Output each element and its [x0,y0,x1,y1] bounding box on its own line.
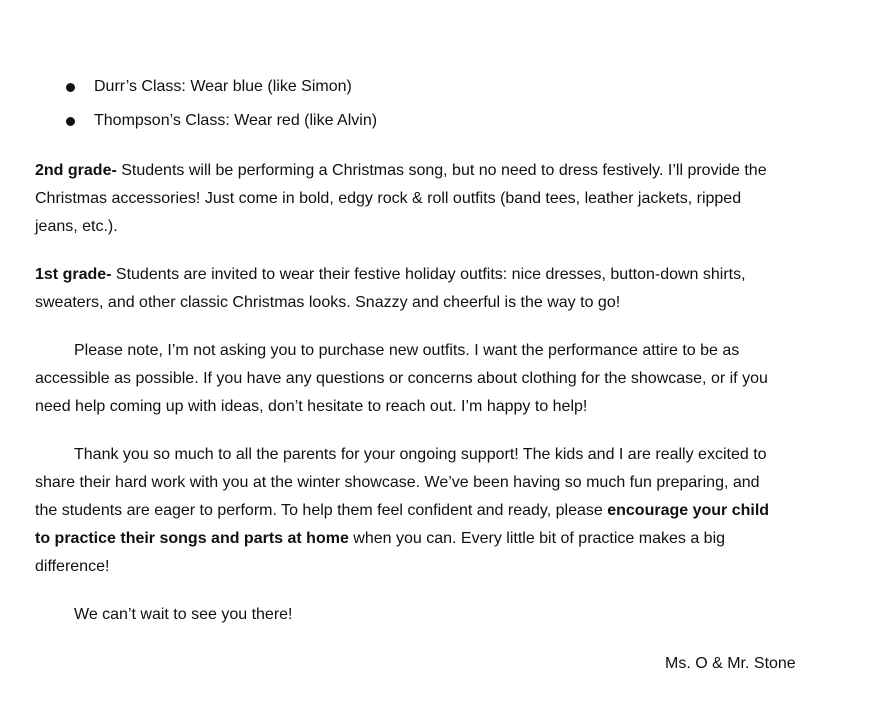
practice-emphasis: to practice their songs and parts at home [35,530,349,547]
first-grade-label: 1st grade- [35,266,112,283]
thanks-paragraph: Thank you so much to all the parents for your ongoing support! The kids and I are really excited to share their hard work with you at the winter showcase. We’ve been having so much fun preparing, and the students are eager to perform. To help them feel confident and ready, please encourage your child to practice their songs and parts at home when you can. Every little bit of practice makes a big difference! [35,446,770,575]
second-grade-paragraph: 2nd grade- Students will be performing a Christmas song, but no need to dress festively. I’ll provide the Christmas accessories! Just come in bold, edgy rock & roll outfits (band tees, leather jackets, ripped jeans, etc.). [35,162,767,235]
bullet-text: Durr’s Class: Wear blue (like Simon) [94,78,352,95]
bullet-text: Thompson’s Class: Wear red (like Alvin) [94,112,378,129]
first-grade-paragraph: 1st grade- Students are invited to wear their festive holiday outfits: nice dresses, button-down shirts, sweaters, and other classic Christmas looks. Snazzy and cheerful is the way to go! [35,266,746,311]
second-grade-label: 2nd grade- [35,162,117,179]
practice-emphasis: encourage your child [607,502,770,519]
bullet-icon [66,117,75,126]
closing-line: We can’t wait to see you there! [74,606,293,623]
note-paragraph: Please note, I’m not asking you to purchase new outfits. I want the performance attire to be as accessible as possible. If you have any questions or concerns about clothing for the showcase, or if you need help coming up with ideas, don’t hesitate to reach out. I’m happy to help! [35,342,768,415]
bullet-icon [66,83,75,92]
signature: Ms. O & Mr. Stone [665,655,796,672]
